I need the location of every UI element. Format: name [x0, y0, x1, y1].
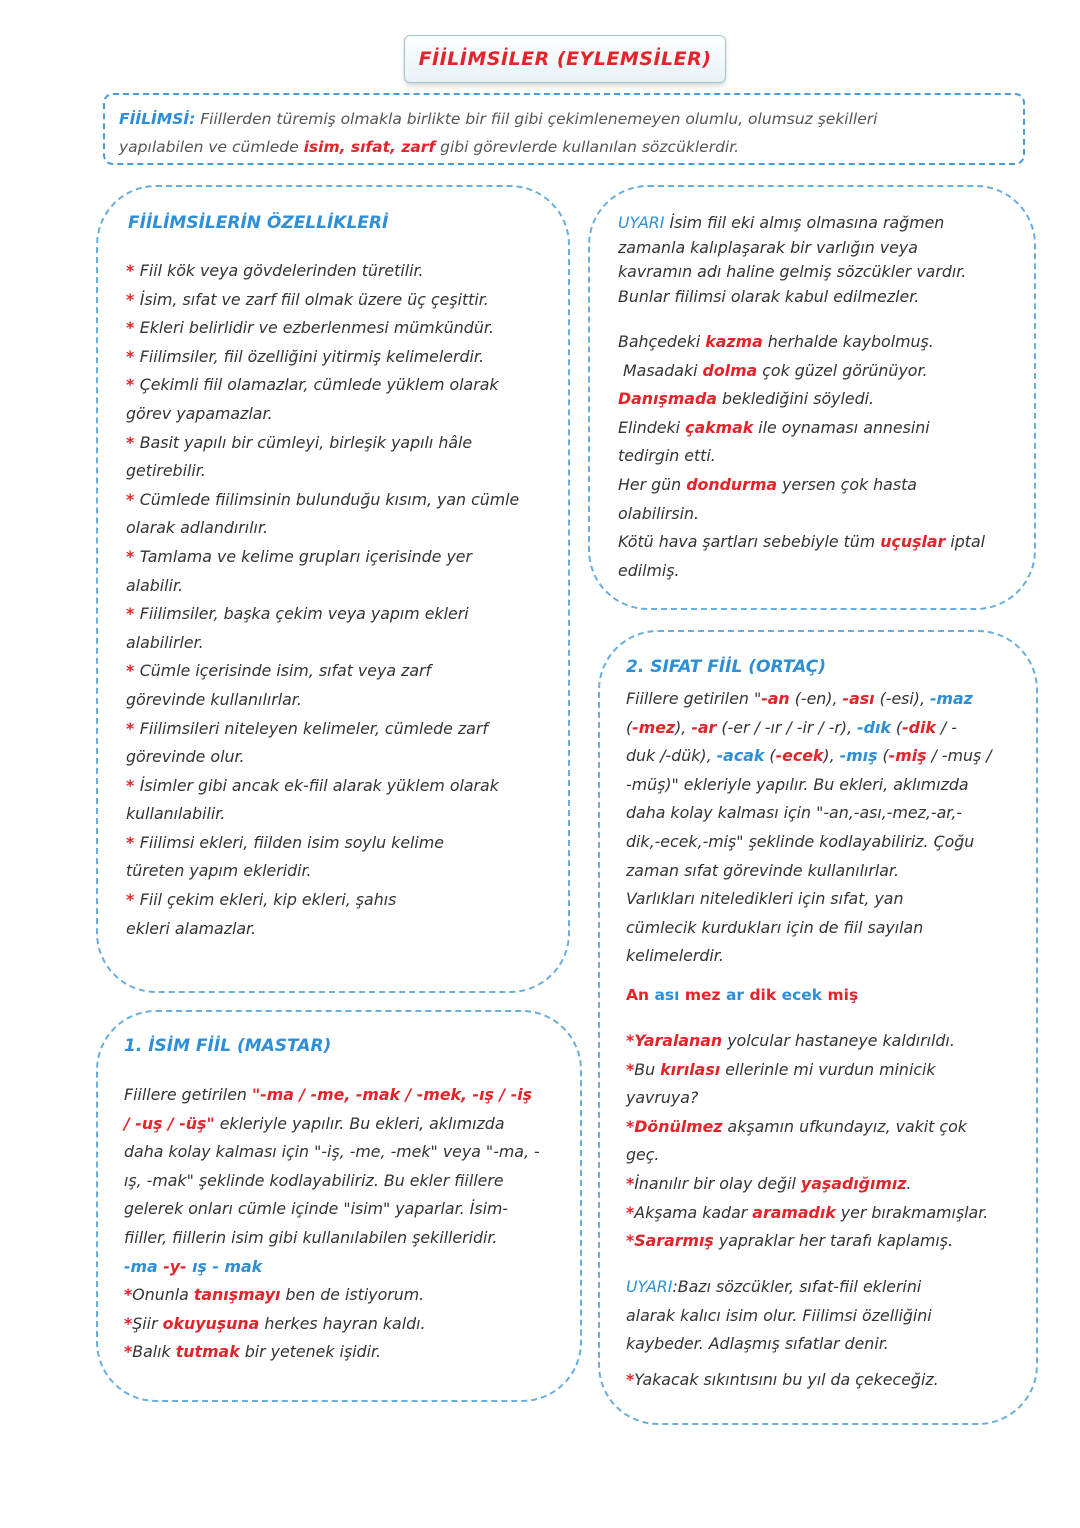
isim-fiil-line: gelerek onları cümle içinde "isim" yaparlar. İsim- — [124, 1199, 509, 1219]
bullet-star-icon: * — [126, 890, 140, 910]
definition-text-2: yapılabilen ve cümlede — [119, 138, 304, 156]
example-text: herhalde kaybolmuş. — [762, 332, 934, 351]
feature-item — [126, 915, 556, 944]
sifat-fiil-line: Varlıkları niteledikleri için sıfat, yan — [626, 889, 904, 909]
feature-item — [126, 715, 556, 744]
page-title-box — [404, 35, 726, 83]
isim-fiil-code-2: -y- — [163, 1256, 187, 1276]
feature-text: olarak adlandırılır. — [126, 518, 269, 538]
warning-line-4: Bunlar fiilimsi olarak kabul edilmezler. — [618, 286, 920, 306]
feature-item — [126, 429, 556, 458]
code-word: miş — [827, 986, 859, 1004]
code-word: ar — [725, 986, 745, 1004]
feature-item — [126, 572, 556, 601]
feature-text: görevinde kullanılırlar. — [126, 689, 302, 709]
example-text: olabilirsin. — [618, 503, 700, 523]
example-text: İnanılır bir olay değil — [634, 1173, 801, 1193]
example-line — [618, 528, 1018, 557]
code-word: An — [626, 986, 650, 1004]
bullet-star-icon: * — [126, 718, 140, 738]
definition-box — [103, 93, 1025, 165]
example-text: geç. — [626, 1145, 660, 1165]
example-line — [626, 1056, 1016, 1085]
feature-text: Fiilimsiler, fiil özelliğini yitirmiş kelimelerdir. — [139, 346, 484, 366]
sifat-fiil-line: daha kolay kalması için "-an,-ası,-mez,-ar,- — [626, 803, 963, 823]
bullet-star-icon: * — [126, 546, 140, 566]
example-highlight: okuyuşuna — [162, 1313, 260, 1333]
example-text: yavruya? — [626, 1088, 699, 1108]
example-text: akşamın ufkundayız, vakit çok — [722, 1116, 967, 1136]
feature-item — [126, 657, 556, 686]
feature-item — [126, 543, 556, 572]
features-list — [126, 257, 556, 943]
sifat-warning — [626, 1273, 1016, 1359]
example-line — [618, 500, 1018, 529]
feature-item — [126, 514, 556, 543]
feature-text: Fiil kök veya gövdelerinden türetilir. — [139, 261, 424, 280]
bullet-star-icon: * — [626, 1116, 635, 1136]
bullet-star-icon: * — [126, 604, 140, 624]
feature-text: Tamlama ve kelime grupları içerisinde yer — [139, 546, 473, 566]
example-text: Şiir — [132, 1313, 163, 1333]
isim-fiil-text: Fiillere getirilen — [124, 1085, 252, 1104]
bullet-star-icon: * — [126, 346, 140, 366]
isim-fiil-suffixes: "-ma / -me, -mak / -mek, -ış / -iş — [251, 1085, 533, 1104]
features-heading: FİİLİMSİLERİN ÖZELLİKLERİ — [128, 213, 389, 233]
example-line — [626, 1027, 1016, 1056]
sifat-final-text: Yakacak sıkıntısını bu yıl da çekeceğiz. — [634, 1370, 939, 1389]
sifat-fiil-line: zaman sıfat görevinde kullanılırlar. — [626, 860, 899, 880]
sifat-warning-label: UYARI — [626, 1277, 673, 1296]
isim-fiil-examples — [124, 1281, 564, 1367]
feature-text: Fiil çekim ekleri, kip ekleri, şahıs — [139, 890, 397, 910]
feature-item — [126, 286, 556, 315]
feature-item — [126, 772, 556, 801]
example-line — [626, 1113, 1016, 1142]
sifat-final-example: *Yakacak sıkıntısını bu yıl da çekeceğiz. — [626, 1370, 939, 1389]
sifat-fiil-line: kelimelerdir. — [626, 946, 724, 966]
example-line — [618, 357, 1018, 386]
bullet-star-icon: * — [126, 432, 140, 452]
isim-fiil-heading: 1. İSİM FİİL (MASTAR) — [124, 1036, 332, 1056]
feature-text: kullanılabilir. — [126, 804, 226, 824]
feature-text: alabilir. — [126, 575, 184, 595]
bullet-star-icon: * — [126, 832, 140, 852]
example-text: Elindeki — [618, 417, 686, 437]
example-highlight: Yaralanan — [634, 1031, 723, 1050]
example-text: iptal — [945, 532, 986, 552]
example-highlight: Danışmada — [618, 389, 717, 409]
example-line — [124, 1338, 564, 1367]
example-text: . — [906, 1173, 912, 1193]
feature-text: Fiilimsileri niteleyen kelimeler, cümlede zarf — [139, 718, 488, 738]
feature-item — [126, 686, 556, 715]
example-text: çok güzel görünüyor. — [757, 360, 928, 380]
feature-item — [126, 600, 556, 629]
isim-fiil-text-2: ekleriyle yapılır. Bu ekleri, aklımızda — [214, 1113, 505, 1133]
example-line — [618, 414, 1018, 443]
feature-text: Fiilimsiler, başka çekim veya yapım ekleri — [139, 604, 469, 624]
bullet-star-icon: * — [124, 1285, 133, 1305]
warning-examples — [618, 328, 1018, 585]
example-highlight: tutmak — [175, 1342, 240, 1362]
bullet-star-icon: * — [626, 1202, 635, 1222]
example-text: Bu — [634, 1059, 661, 1079]
sifat-fiil-heading: 2. SIFAT FİİL (ORTAÇ) — [626, 657, 826, 677]
bullet-star-icon: * — [126, 775, 140, 795]
feature-text: getirebilir. — [126, 461, 206, 481]
code-word: mez — [684, 986, 721, 1004]
feature-item — [126, 257, 556, 286]
example-line — [626, 1170, 1016, 1199]
definition-text-3: gibi görevlerde kullanılan sözcüklerdir. — [435, 138, 740, 156]
example-text: yersen çok hasta — [777, 474, 917, 494]
feature-text: görev yapamazlar. — [126, 403, 273, 423]
bullet-star-icon: * — [626, 1059, 635, 1079]
example-line — [618, 328, 1018, 357]
sifat-fiil-examples — [626, 1027, 1016, 1256]
sifat-fiil-line: cümlecik kurdukları için de fiil sayılan — [626, 917, 924, 937]
bullet-star-icon: * — [124, 1342, 133, 1362]
example-highlight: Sararmış — [634, 1231, 714, 1251]
feature-text: alabilirler. — [126, 632, 204, 652]
definition-highlight: isim, sıfat, zarf — [303, 138, 436, 156]
example-line — [618, 442, 1018, 471]
warning-label: UYARI — [618, 213, 665, 232]
bullet-star-icon: * — [126, 375, 140, 395]
feature-text: türeten yapım ekleridir. — [126, 861, 312, 881]
feature-text: Cümle içerisinde isim, sıfat veya zarf — [139, 661, 432, 681]
example-line — [626, 1141, 1016, 1170]
example-highlight: tanışmayı — [193, 1285, 281, 1305]
feature-item — [126, 857, 556, 886]
example-text: ben de istiyorum. — [280, 1285, 425, 1305]
example-text: tedirgin etti. — [618, 446, 716, 466]
feature-item — [126, 314, 556, 343]
example-line — [626, 1084, 1016, 1113]
feature-text: Ekleri belirlidir ve ezberlenmesi mümkündür. — [139, 318, 494, 338]
bullet-star-icon: * — [626, 1231, 635, 1251]
page-title: FİİLİMSİLER (EYLEMSİLER) — [418, 48, 712, 70]
isim-fiil-suffixes-2: / -uş / -üş" — [124, 1113, 215, 1133]
example-line — [626, 1199, 1016, 1228]
sifat-warning-line: alarak kalıcı isim olur. Fiilimsi özelliğini — [626, 1305, 932, 1325]
example-highlight: kırılası — [660, 1059, 721, 1079]
bullet-star-icon: * — [126, 661, 140, 681]
sifat-warning-line: :Bazı sözcükler, sıfat-fiil eklerini — [672, 1277, 922, 1296]
feature-text: İsim, sıfat ve zarf fiil olmak üzere üç çeşittir. — [139, 289, 489, 309]
sifat-warning-line: kaybeder. Adlaşmış sıfatlar denir. — [626, 1334, 889, 1354]
feature-text: İsimler gibi ancak ek-fiil alarak yüklem olarak — [139, 775, 499, 795]
example-text: bir yetenek işidir. — [239, 1342, 382, 1362]
sifat-fiil-code — [626, 986, 858, 1004]
example-text: Bahçedeki — [618, 332, 706, 351]
feature-item — [126, 343, 556, 372]
feature-item — [126, 400, 556, 429]
sifat-fiil-line: dik,-ecek,-miş" şeklinde kodlayabiliriz. Çoğu — [626, 831, 975, 851]
definition-term: FİİLİMSİ: — [119, 110, 196, 128]
feature-item — [126, 629, 556, 658]
code-word: ecek — [781, 986, 823, 1004]
bullet-star-icon: * — [626, 1031, 635, 1050]
example-line — [626, 1227, 1016, 1256]
example-text: herkes hayran kaldı. — [259, 1313, 426, 1333]
isim-fiil-code-1: -ma — [124, 1256, 164, 1276]
feature-item — [126, 457, 556, 486]
feature-text: ekleri alamazlar. — [126, 918, 257, 938]
feature-text: Basit yapılı bir cümleyi, birleşik yapılı hâle — [139, 432, 473, 452]
example-highlight: uçuşlar — [880, 532, 946, 552]
feature-item — [126, 800, 556, 829]
feature-item — [126, 886, 556, 915]
code-word: ası — [654, 986, 680, 1004]
feature-item — [126, 371, 556, 400]
warning-line-3: kavramın adı haline gelmiş sözcükler vardır. — [618, 262, 967, 281]
feature-text: görevinde olur. — [126, 747, 245, 767]
example-text: ile oynaması annesini — [753, 417, 930, 437]
example-highlight: kazma — [705, 332, 763, 351]
example-highlight: Dönülmez — [634, 1116, 723, 1136]
warning-line-1: İsim fiil eki almış olmasına rağmen — [669, 213, 945, 232]
warning-line-2: zamanla kalıplaşarak bir varlığın veya — [618, 237, 918, 257]
bullet-star-icon: * — [126, 261, 140, 280]
bullet-star-icon: * — [126, 489, 140, 509]
isim-fiil-code-3: ış - mak — [186, 1256, 263, 1276]
example-text: Balık — [132, 1342, 176, 1362]
code-word: dik — [749, 986, 777, 1004]
example-line — [124, 1281, 564, 1310]
bullet-star-icon: * — [126, 289, 140, 309]
feature-item — [126, 486, 556, 515]
example-line — [618, 557, 1018, 586]
example-text: yolcular hastaneye kaldırıldı. — [722, 1031, 955, 1050]
example-text: yapraklar her tarafı kaplamış. — [713, 1231, 954, 1251]
example-highlight: dondurma — [686, 474, 778, 494]
feature-text: Cümlede fiilimsinin bulunduğu kısım, yan cümle — [139, 489, 520, 509]
isim-fiil-line: daha kolay kalması için "-iş, -me, -mek" veya "-ma, - — [124, 1142, 540, 1162]
feature-item — [126, 743, 556, 772]
example-highlight: çakmak — [685, 417, 754, 437]
example-text: yer bırakmamışlar. — [835, 1202, 989, 1222]
feature-item — [126, 829, 556, 858]
example-text: Kötü hava şartları sebebiyle tüm — [618, 532, 881, 552]
example-highlight: aramadık — [752, 1202, 836, 1222]
feature-text: Çekimli fiil olamazlar, cümlede yüklem olarak — [139, 375, 499, 395]
isim-fiil-body — [124, 1081, 564, 1367]
bullet-star-icon: * — [124, 1313, 133, 1333]
example-text: ellerinle mi vurdun minicik — [720, 1059, 936, 1079]
feature-text: Fiilimsi ekleri, fiilden isim soylu kelime — [139, 832, 444, 852]
example-highlight: yaşadığımız — [800, 1173, 907, 1193]
isim-fiil-line: fiiller, fiillerin isim gibi kullanılabilen şekilleridir. — [124, 1227, 498, 1247]
isim-fiil-line: ış, -mak" şeklinde kodlayabiliriz. Bu ekler fiillere — [124, 1170, 504, 1190]
sifat-fiil-body: Fiillere getirilen "-an (-en), -ası (-esi), -maz (-mez), -ar (-er / -ır / -ir / -r), -dık (-dik / - duk /-dük), -acak (-ecek), -mış (-miş / -muş / -müş)" ekleriyle yapılır. Bu ekleri, aklımızda daha kolay kalması için "-an,-ası,-mez,-ar,- dik,-ecek,-miş" şeklinde kodlayabiliriz. Çoğu zaman sıfat görevinde kullanılırlar. Varlıkları niteledikleri için sıfat, yan cümlecik kurdukları için de fiil sayılan kelimelerdir. — [626, 689, 992, 966]
bullet-star-icon: * — [626, 1173, 635, 1193]
example-line — [618, 471, 1018, 500]
example-line — [618, 385, 1018, 414]
example-line — [124, 1310, 564, 1339]
example-highlight: dolma — [702, 360, 758, 380]
example-text: Masadaki — [618, 360, 703, 380]
example-text: Onunla — [132, 1285, 194, 1305]
bullet-star-icon: * — [126, 318, 140, 338]
definition-text-1: Fiillerden türemiş olmakla birlikte bir fiil gibi çekimlenemeyen olumlu, olumsuz şekilleri — [195, 110, 878, 128]
warning-text — [618, 211, 1002, 309]
example-text: Her gün — [618, 474, 687, 494]
example-text: Akşama kadar — [634, 1202, 753, 1222]
example-text: beklediğini söyledi. — [716, 389, 875, 409]
example-text: edilmiş. — [618, 560, 680, 580]
